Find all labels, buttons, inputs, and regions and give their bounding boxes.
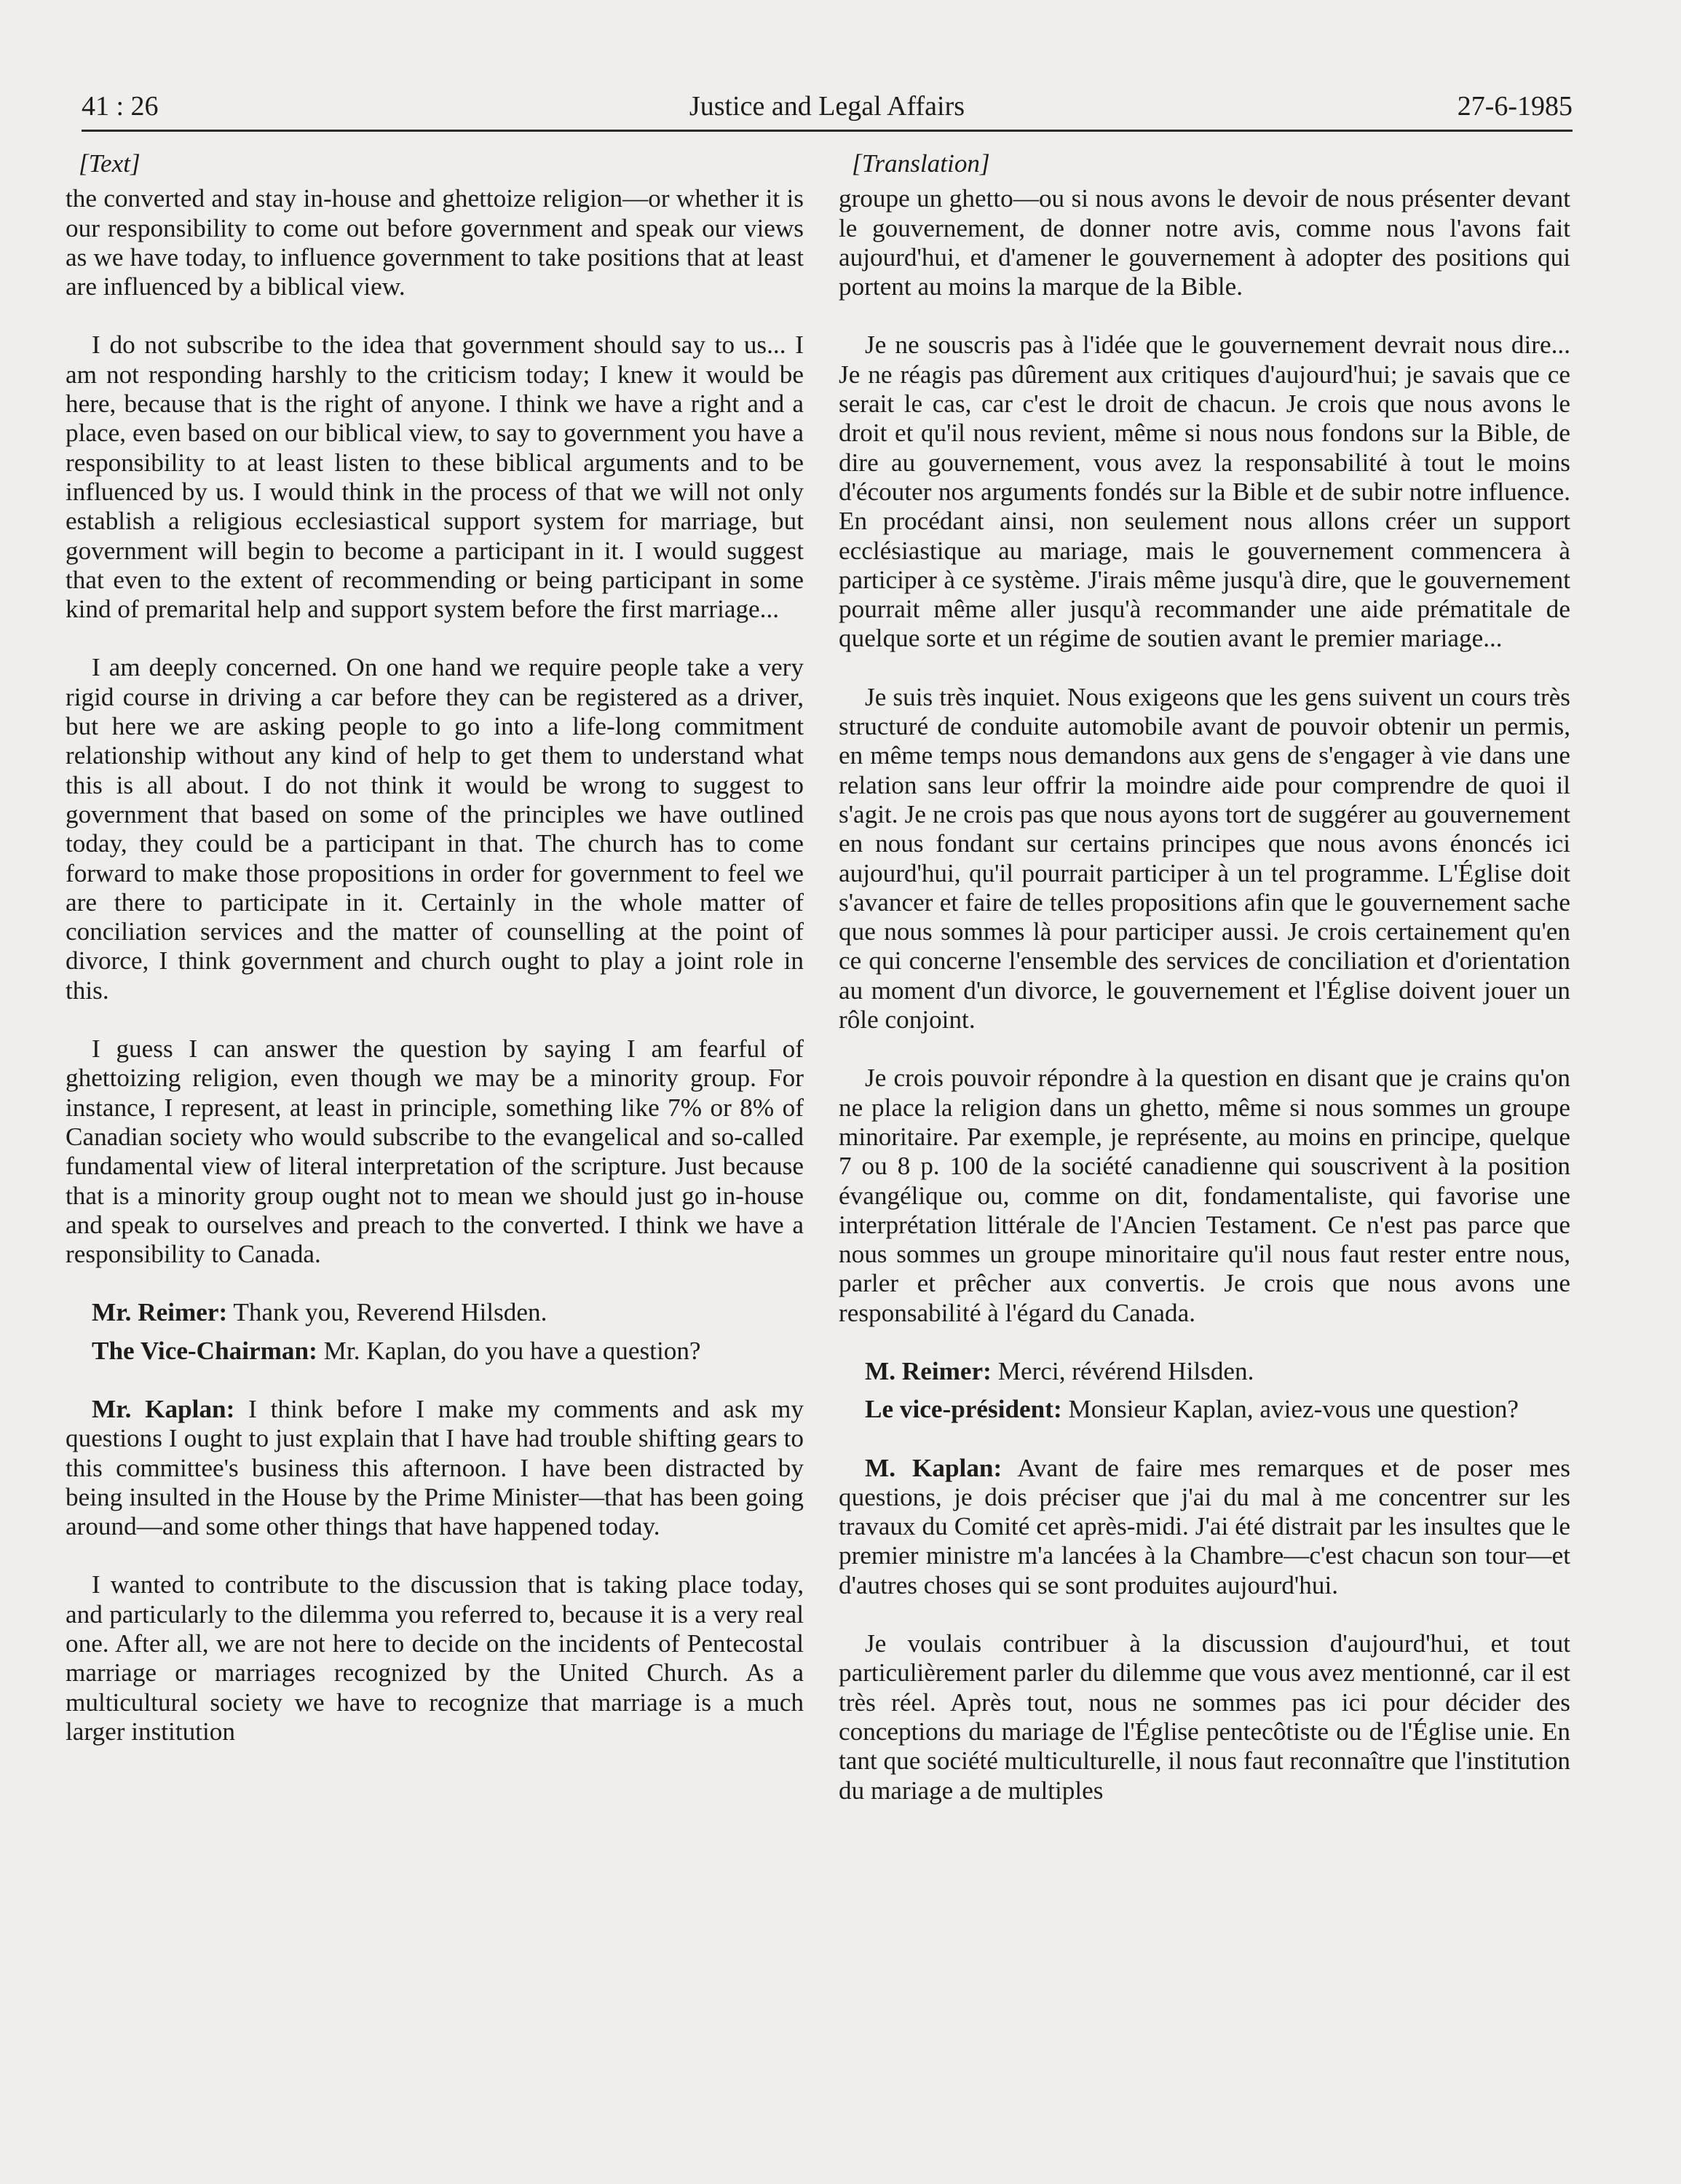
paragraph: I am deeply concerned. On one hand we require people take a very rigid course in driving a car before they can be registered as a driver, but here we are asking people to go into a life-long commitment relationship without any kind of help to get them to understand what this is all about. I do not think it would be wrong to suggest to government that based on some of the principles we have outlined today, they could be a participant in that. The church has to come forward to make those propositions in order for government to feel we are there to participate in it. Certainly in the whole matter of conciliation services and the matter of counselling at the point of divorce, I think government and church ought to play a joint role in this. [66, 653, 804, 1005]
paragraph: Je crois pouvoir répondre à la question en disant que je crains qu'on ne place la religion dans un ghetto, même si nous sommes un groupe minoritaire. Par exemple, je représente, au moins en principe, quelque 7 ou 8 p. 100 de la société canadienne qui souscrivent à la position évangélique ou, comme on dit, fondamentaliste, qui favorise une interprétation littérale de l'Ancien Testament. Ce n'est pas parce que nous sommes un groupe minoritaire qu'il nous faut rester entre nous, parler et prêcher aux convertis. Je crois que nous avons une responsabilité à l'égard du Canada. [839, 1064, 1570, 1327]
french-column [839, 149, 1570, 1835]
speech-text: Mr. Kaplan, do you have a question? [317, 1336, 701, 1365]
header-title: Justice and Legal Affairs [689, 91, 965, 122]
running-header [82, 82, 1573, 132]
speech-vice-president [839, 1395, 1570, 1424]
english-column [66, 149, 804, 1776]
speech-reimer [839, 1357, 1570, 1386]
paragraph: I wanted to contribute to the discussion that is taking place today, and particularly to the dilemma you referred to, because it is a very real one. After all, we are not here to decide on the incidents of Pentecostal marriage or marriages recognized by the United Church. As a multicultural society we have to recognize that marriage is a much larger institution [66, 1570, 804, 1746]
speech-text: Merci, révérend Hilsden. [991, 1356, 1254, 1385]
paragraph: Je suis très inquiet. Nous exigeons que les gens suivent un cours très structuré de conduite automobile avant de pouvoir obtenir un permis, en même temps nous demandons aux gens de s'engager à vie dans une relation sans leur offrir la moindre aide pour comprendre de quoi il s'agit. Je ne crois pas que nous ayons tort de suggérer au gouvernement en nous fondant sur certains principes que nous avons énoncés ici aujourd'hui, qu'il pourrait participer à un tel programme. L'Église doit s'avancer et faire de telles propositions afin que le gouvernement sache que nous sommes là pour participer aussi. Je crois certainement qu'en ce qui concerne l'ensemble des services de conciliation et d'orientation au moment d'un divorce, le gouvernement et l'Église doivent jouer un rôle conjoint. [839, 682, 1570, 1034]
speech-kaplan [66, 1395, 804, 1541]
speech-text: Avant de faire mes remarques et de poser mes questions, je dois préciser que j'ai du mal à me concentrer sur les travaux du Comité cet après-midi. J'ai été distrait par les insultes que le premier ministre m'a lancées à la Chambre—c'est chacun son tour—et d'autres choses qui se sont produites aujourd'hui. [839, 1453, 1570, 1599]
speaker-name: Mr. Kaplan: [92, 1394, 235, 1423]
paragraph: Je voulais contribuer à la discussion d'aujourd'hui, et tout particulièrement parler du dilemme que vous avez mentionné, car il est très réel. Après tout, nous ne sommes pas ici pour décider des conceptions du mariage de l'Église pentecôtiste ou de l'Église unie. En tant que société multiculturelle, il nous faut reconnaître que l'institution du mariage a de multiples [839, 1629, 1571, 1805]
paragraph: I do not subscribe to the idea that government should say to us... I am not responding harshly to the criticism today; I knew it would be here, because that is the right of anyone. I think we have a right and a place, even based on our biblical view, to say to government you have a responsibility to at least listen to these biblical arguments and to be influenced by us. I would think in the process of that we will not only establish a religious ecclesiastical support system for marriage, but government will begin to become a participant in it. I would suggest that even to the extent of recommending or being participant in some kind of premarital help and support system before the first marriage... [66, 331, 804, 624]
paragraph: the converted and stay in-house and ghettoize religion—or whether it is our responsibility to come out before government and speak our views as we have today, to influence government to take positions that at least are influenced by a biblical view. [66, 184, 804, 301]
paragraph: groupe un ghetto—ou si nous avons le devoir de nous présenter devant le gouvernement, de donner notre avis, comme nous l'avons fait aujourd'hui, et d'amener le gouvernement à adopter des positions qui portent au moins la marque de la Bible. [839, 184, 1570, 301]
speech-kaplan [839, 1454, 1570, 1600]
speech-text: Monsieur Kaplan, aviez-vous une question? [1061, 1395, 1519, 1424]
speech-text: Thank you, Reverend Hilsden. [227, 1298, 547, 1327]
speaker-name: The Vice-Chairman: [92, 1336, 317, 1365]
page-number: 41 : 26 [82, 91, 159, 122]
paragraph: Je ne souscris pas à l'idée que le gouvernement devrait nous dire... Je ne réagis pas dûrement aux critiques d'aujourd'hui; je savais que ce serait le cas, car c'est le droit de chacun. Je crois que nous avons le droit et qu'il nous revient, même si nous nous fondons sur la Bible, de dire au gouvernement, vous avez la responsabilité à tout le moins d'écouter nos arguments fondés sur la Bible et de subir notre influence. En procédant ainsi, non seulement nous allons créer un support ecclésiastique au mariage, mais le gouvernement commencera à participer à ce système. J'irais même jusqu'à dire, que le gouvernement pourrait même aller jusqu'à recommander une aide prématitale de quelque sorte et un régime de soutien avant le premier mariage... [839, 331, 1570, 653]
text-tag: [Text] [79, 149, 141, 178]
translation-tag: [Translation] [852, 149, 990, 178]
paragraph: I guess I can answer the question by saying I am fearful of ghettoizing religion, even though we may be a minority group. For instance, I represent, at least in principle, something like 7% or 8% of Canadian society who would subscribe to the evangelical and so-called fundamental view of literal interpretation of the scripture. Just because that is a minority group ought not to mean we should just go in-house and speak to ourselves and preach to the converted. I think we have a responsibility to Canada. [66, 1034, 804, 1269]
speaker-name: Mr. Reimer: [92, 1298, 228, 1327]
speaker-name: M. Kaplan: [865, 1453, 1002, 1482]
speech-reimer [66, 1298, 804, 1327]
speaker-name: Le vice-président: [865, 1395, 1062, 1424]
speech-text: I think before I make my comments and ask my questions I ought to just explain that I have had trouble shifting gears to this committee's business this afternoon. I have been distracted by being insulted in the House by the Prime Minister—that has been going around—and some other things that have happened today. [66, 1394, 804, 1541]
speech-vice-chairman [66, 1337, 804, 1366]
speaker-name: M. Reimer: [865, 1356, 992, 1385]
header-date: 27-6-1985 [1457, 91, 1573, 122]
